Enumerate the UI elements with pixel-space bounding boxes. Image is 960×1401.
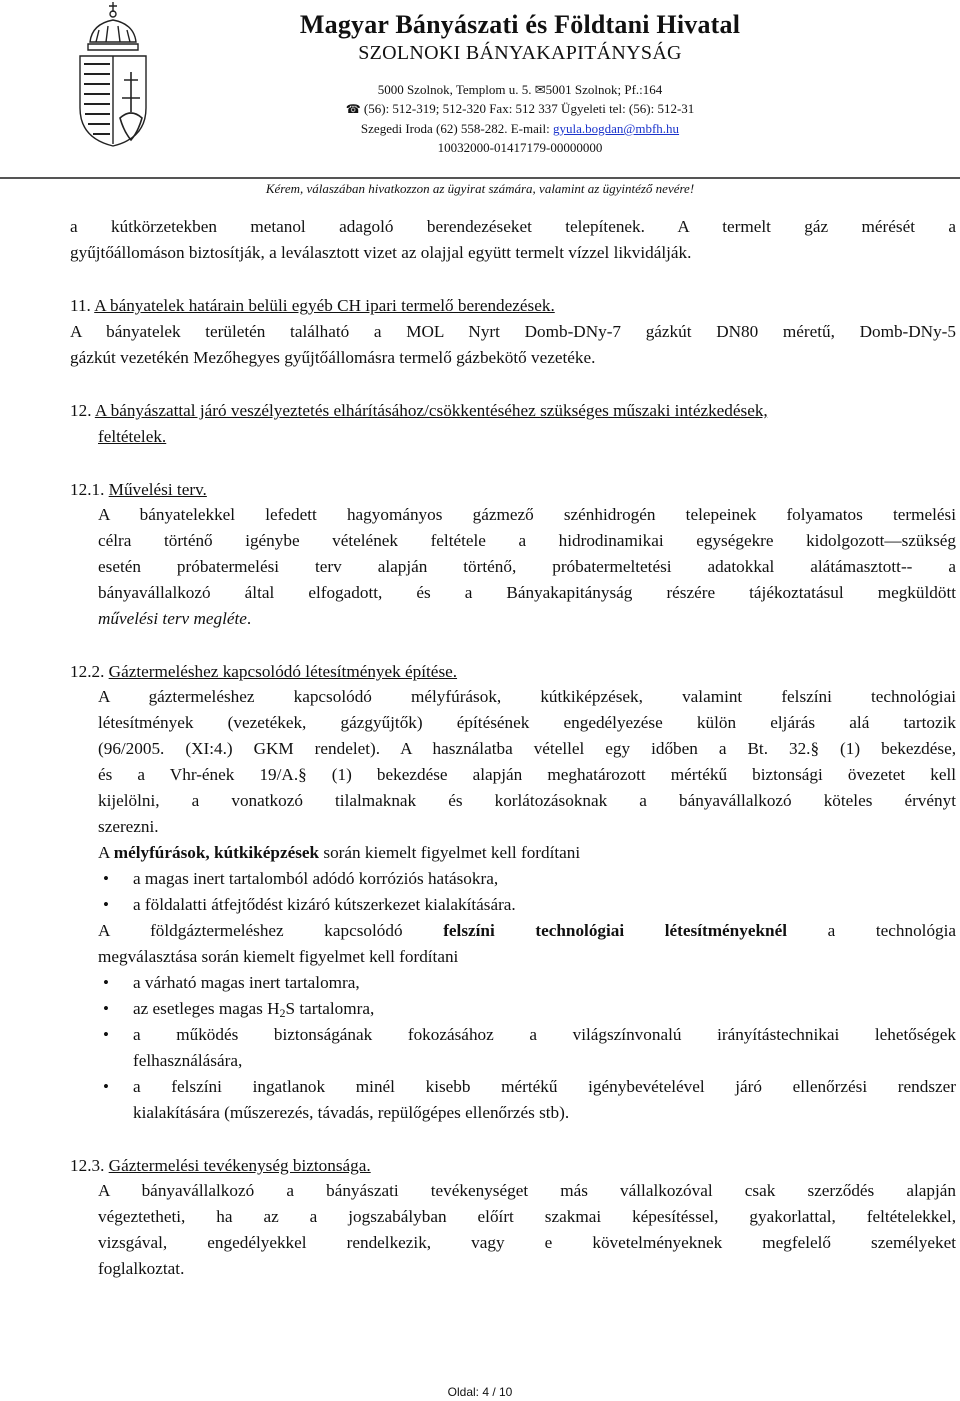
szeged-office-line — [170, 119, 870, 138]
bold-phrase: mélyfúrások, kútkiképzések — [113, 843, 320, 862]
section-12-3-line-3: vizsgával, engedélyekkel rendelkezik, vagy e követelményeknek megfelelő személyeket — [98, 1233, 956, 1252]
intro-line-1: a kútkörzetekben metanol adagoló berendezéseket telepítenek. A termelt gáz mérését a — [70, 217, 956, 236]
section-11-line-2: gázkút vezetékén Mezőhegyes gyűjtőállomásra termelő gázbekötő vezetéke. — [70, 348, 596, 367]
list-item: a magas inert tartalomból adódó korróziós hatásokra, — [133, 869, 499, 888]
section-number: 11. — [70, 296, 91, 315]
section-12-1-line-5 — [98, 606, 251, 632]
section-title: Gáztermeléshez kapcsolódó létesítmények építése. — [108, 662, 458, 681]
section-12-2-heading — [70, 659, 457, 685]
section-12-2-line-3: (96/2005. (XI:4.) GKM rendelet). A használatba vétellel egy időben a Bt. 32.§ (1) bekezdése, — [98, 739, 956, 758]
surface-intro-line-1 — [98, 918, 956, 944]
section-title: Gáztermelési tevékenység biztonsága. — [108, 1156, 371, 1175]
italic-phrase: művelési terv megléte — [98, 609, 247, 628]
bullet-icon: • — [103, 1077, 109, 1096]
address-line — [170, 80, 870, 99]
bullet-icon: • — [103, 999, 109, 1018]
section-12-2-line-6: szerezni. — [98, 817, 159, 836]
list-item: a felszíni ingatlanok minél kisebb mértékű igénybevételével járó ellenőrzési rendszer — [133, 1077, 956, 1096]
section-12-3-line-1: A bányavállalkozó a bányászati tevékenységet más vállalkozóval csak szerződés alapján — [98, 1181, 956, 1200]
bullet-icon: • — [103, 973, 109, 992]
period: . — [246, 609, 252, 628]
section-12-3-line-2: végeztetheti, ha az a jogszabályban előírt szakmai képesítéssel, gyakorlattal, feltételekkel, — [98, 1207, 956, 1226]
text: az esetleges magas H — [133, 999, 280, 1018]
wells-intro — [98, 840, 580, 866]
section-12-1-line-4: bányavállalkozó által elfogadott, és a Bányakapitányság részére tájékoztatásul megküldött — [98, 583, 956, 602]
section-12-3-line-4: foglalkoztat. — [98, 1259, 185, 1278]
phone-line — [170, 99, 870, 119]
list-item: a várható magas inert tartalomra, — [133, 973, 360, 992]
bullet-icon: • — [103, 895, 109, 914]
section-12-1-line-3: esetén próbatermelési terv alapján történő, próbatermeltetési adatokkal alátámasztott-- a — [98, 557, 956, 576]
list-item: a működés biztonságának fokozásához a világszínvonalú irányítástechnikai lehetőségek — [133, 1025, 956, 1044]
organization-name: Magyar Bányászati és Földtani Hivatal — [299, 10, 741, 39]
section-title: Művelési terv. — [108, 480, 207, 499]
section-title: A bányászattal járó veszélyeztetés elhárításához/csökkentéséhez szükséges műszaki intézkedések, — [94, 401, 768, 420]
section-12-2-line-1: A gáztermeléshez kapcsolódó mélyfúrások, kútkiképzések, valamint felszíni technológiai — [98, 687, 956, 706]
bullet-icon: • — [103, 869, 109, 888]
bank-account: 10032000-01417179-00000000 — [437, 140, 603, 155]
address-street: 5000 Szolnok, Templom u. 5. — [377, 82, 532, 97]
phone-icon: ☎ — [345, 102, 361, 116]
phone-numbers: (56): 512-319; 512-320 Fax: 512 337 Ügyeleti tel: (56): 512-31 — [363, 101, 695, 116]
bullet-icon: • — [103, 1025, 109, 1044]
text: S tartalomra, — [285, 999, 375, 1018]
section-12-1-line-1: A bányatelekkel lefedett hagyományos gázmező szénhidrogén telepeinek folyamatos termelési — [98, 505, 956, 524]
section-11-line-1: A bányatelek területén található a MOL Nyrt Domb-DNy-7 gázkút DN80 méretű, Domb-DNy-5 — [70, 322, 956, 341]
surface-intro-line-2: megválasztása során kiemelt figyelmet kell fordítani — [98, 947, 459, 966]
text: során kiemelt figyelmet kell fordítani — [319, 843, 581, 862]
section-11-heading — [70, 293, 555, 319]
section-12-2-line-4: és a Vhr-ének 19/A.§ (1) bekezdése alapján meghatározott mértékű biztonsági övezetet kell — [98, 765, 956, 784]
section-number: 12. — [70, 401, 92, 420]
list-item: a földalatti átfejtődést kizáró kútszerkezet kialakítására. — [133, 895, 516, 914]
page-number: Oldal: 4 / 10 — [447, 1385, 513, 1399]
letterhead — [170, 10, 870, 157]
list-item-cont: kialakítására (műszerezés, távadás, repülőgépes ellenőrzés stb). — [133, 1103, 570, 1122]
text: a technológia — [827, 921, 957, 940]
envelope-icon: ✉ — [534, 82, 546, 97]
section-12-2-line-2: létesítmények (vezetékek, gázgyűjtők) építésének engedélyezése külön eljárás alá tartozik — [98, 713, 956, 732]
section-12-2-line-5: kijelölni, a vonatkozó tilalmaknak és korlátozásoknak a bányavállalkozó köteles érvényt — [98, 791, 956, 810]
header-divider — [0, 177, 960, 179]
section-12-heading — [70, 398, 956, 424]
section-number: 12.2. — [70, 662, 105, 681]
intro-line-2: gyűjtőállomáson biztosítják, a leválasztott vizet az olajjal együtt termelt vízzel likvidálják. — [70, 243, 692, 262]
list-item-cont: felhasználására, — [133, 1051, 243, 1070]
section-number: 12.3. — [70, 1156, 105, 1175]
reference-note: Kérem, válaszában hivatkozzon az ügyirat számára, valamint az ügyintéző nevére! — [265, 181, 695, 196]
address-pobox: 5001 Szolnok; Pf.:164 — [545, 82, 663, 97]
section-title: A bányatelek határain belüli egyéb CH ipari termelő berendezések. — [94, 296, 555, 315]
section-12-heading-cont: feltételek. — [98, 427, 167, 446]
subscript: 2 — [279, 1006, 286, 1020]
section-12-3-heading — [70, 1153, 371, 1179]
section-12-1-line-2: célra történő igénybe vételének feltétele a hidrodinamikai egységekre kidolgozott—szükség — [98, 531, 956, 550]
coat-of-arms-icon — [70, 2, 156, 152]
section-number: 12.1. — [70, 480, 105, 499]
section-12-1-heading — [70, 477, 207, 503]
szeged-office: Szegedi Iroda (62) 558-282. E-mail: — [360, 121, 550, 136]
email-link[interactable]: gyula.bogdan@mbfh.hu — [552, 121, 680, 136]
text: A földgáztermeléshez kapcsolódó — [98, 921, 403, 940]
office-name: SZOLNOKI BÁNYAKAPITÁNYSÁG — [358, 42, 682, 64]
text: A — [98, 843, 114, 862]
bold-phrase: felszíni technológiai létesítményeknél — [443, 921, 787, 940]
